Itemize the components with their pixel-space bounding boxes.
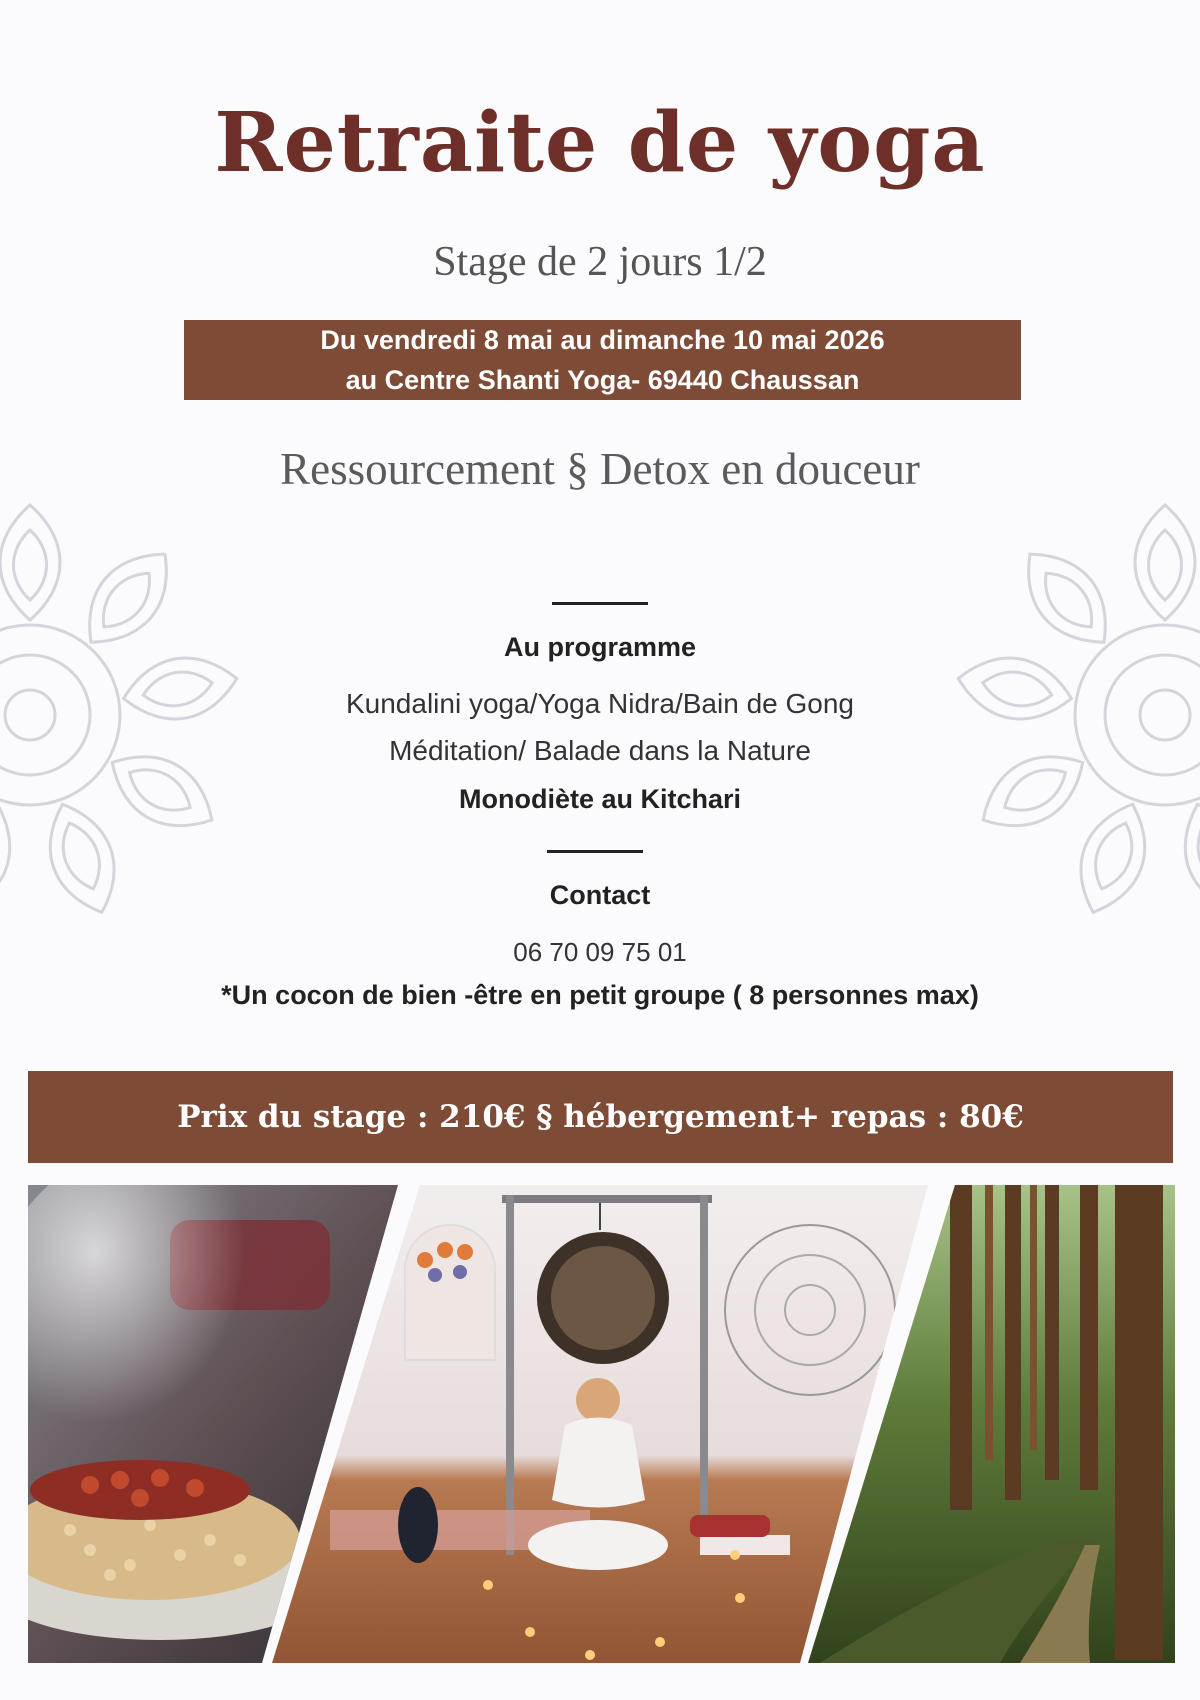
venue-line: au Centre Shanti Yoga- 69440 Chaussan xyxy=(345,365,860,395)
price-banner: Prix du stage : 210€ § hébergement+ repas : 80€ xyxy=(28,1071,1173,1163)
poster-subtitle: Stage de 2 jours 1/2 xyxy=(433,239,767,285)
divider-top xyxy=(552,602,648,605)
dates-line: Du vendredi 8 mai au dimanche 10 mai 2026 xyxy=(320,325,885,355)
divider-bottom xyxy=(547,850,643,853)
program-line-1: Kundalini yoga/Yoga Nidra/Bain de Gong xyxy=(345,688,854,719)
photo-strip xyxy=(0,1180,1200,1680)
date-venue-banner xyxy=(184,320,1021,400)
group-size-note: *Un cocon de bien -être en petit groupe ( 8 personnes max) xyxy=(221,980,979,1010)
tagline: Ressourcement § Detox en douceur xyxy=(280,444,920,494)
contact-heading: Contact xyxy=(549,880,651,910)
program-heading: Au programme xyxy=(503,632,697,662)
program-line-3: Monodiète au Kitchari xyxy=(458,784,742,814)
poster-title: Retraite de yoga xyxy=(214,95,986,191)
program-line-2: Méditation/ Balade dans la Nature xyxy=(389,735,811,766)
contact-phone: 06 70 09 75 01 xyxy=(513,937,687,967)
